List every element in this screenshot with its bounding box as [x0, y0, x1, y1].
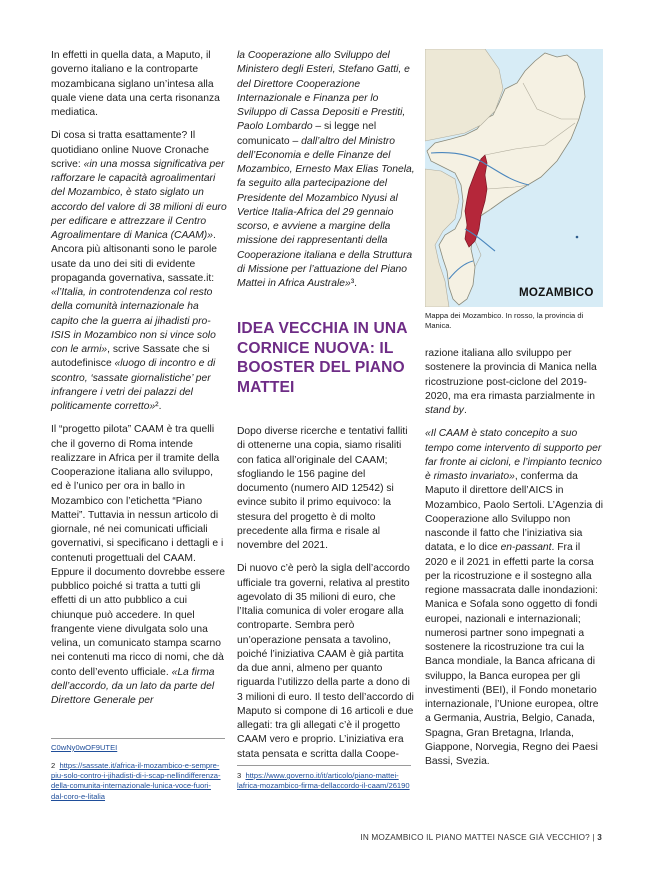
footnote-link-continuation[interactable]: C0wNy0wOF9UTEI [51, 743, 118, 752]
text-run: . Fra il 2020 e il 2021 in effetti parte la corsa per la ricostruzione e il sostegno alla regione massacrata dalle inondazioni: Manica e Sofala sono oggetto di fondi europei, nazionali e internazionali; numerosi partner sono impegnati a sostenere la ricostruzione tra cui la Banca mondiale, la Banca africana di sviluppo, la Banca europea per gli investimenti (BEI), il Fondo monetario internazionale, l’Unione europea, oltre a Germania, Austria, Belgio, Canada, Spagna, Gran Bretagna, Irlanda, Giappone, Norvegia, Regno dei Paesi Bassi, Svezia. [425, 542, 599, 767]
article-column-3 [425, 347, 603, 769]
footnote-divider [237, 765, 411, 766]
footnote-3-link[interactable]: https://www.governo.it/it/articolo/piano-mattei-lafrica-mozambico-firma-dellaccordo-il-caam/26190 [237, 771, 410, 791]
text-run: razione italiana allo sviluppo per sostenere la provincia di Manica nella ricostruzione post-ciclone del 2019-2020, ma era rimasta parzialmente in [425, 348, 597, 402]
text-run: , conferma da Maputo il direttore dell’AICS in Mozambico, Paolo Sertoli. L’Agenzia di Cooperazione allo Sviluppo non nasconde il fatto che l’iniziativa sia datata, e lo dice [425, 471, 604, 554]
footnote-ref: ³. [350, 278, 357, 289]
footer-separator: | [592, 833, 595, 842]
text-run: . [463, 405, 467, 416]
article-column-1 [51, 49, 227, 708]
map-label: MOZAMBICO [519, 286, 594, 299]
footnote-divider [51, 738, 225, 739]
running-title: IN MOZAMBICO IL PIANO MATTEI NASCE GIÀ VECCHIO? [360, 833, 590, 842]
page-number: 3 [597, 833, 602, 842]
footnote-ref: ². [155, 401, 162, 412]
text-run: , scrive Sassate che si autodefinisce [51, 344, 210, 370]
paragraph: Dopo diverse ricerche e tentativi falliti di ottenerne una copia, siamo risaliti con fatica all’originale del CAAM; sfogliando le 156 pagine del documento (numero AID 12542) si evince subito il primo equivoco: la stesura del progetto è di molto precedente alla firma e risale al novembre del 2021. [237, 426, 408, 551]
footnote-3 [237, 771, 413, 791]
footnote-2-link[interactable]: https://sassate.it/africa-il-mozambico-e-sempre-piu-solo-contro-i-jihadisti-di-i-scap-nellindifferenza-della-comunita-internazionale-lunica-voce-fuori-dal-coro-e-litalia [51, 761, 221, 801]
paragraph: Di nuovo c’è però la sigla dell’accordo ufficiale tra governi, relativa al prestito agevolato di 35 milioni di euro, che l’Italia comunica di voler erogare alla controparte. Sembra però un’operazione pensata a tavolino, poiché l’iniziativa CAAM è già partita da due anni, almeno per quanto riguarda l’utilizzo della parte a dono di 3 milioni di euro. Il testo dell’accordo di Maputo si compone di 16 articoli e due allegati: tra gli allegati c’è il progetto CAAM vero e proprio. L’iniziativa era stata pensata e scritta dalla Coope- [237, 563, 414, 760]
quote: dall’altro del Ministro dell’Economia e delle Finanze del Mozambico, Ernesto Max Elias Tonela, fa seguito alla partecipazione del Presidente del Mozambico Nyusi al Vertice Italia-Africa del 29 gennaio scorso, e avviene a margine della missione dei rappresentanti della Cooperazione italiana e della Struttura di Missione per l’attuazione del Piano Mattei in Africa Australe» [237, 135, 415, 289]
paragraph [425, 427, 603, 769]
article-column-2 [237, 49, 415, 291]
paragraph [51, 129, 227, 414]
footnote-number: 2 [51, 761, 56, 770]
quote: «l’Italia, in controtendenza col resto della comunità internazionale ha capito che la guerra ai jihadisti pro-ISIS in Mozambico non si vince solo con le armi» [51, 287, 216, 355]
footnote-2 [51, 761, 221, 802]
emphasis: stand by [425, 405, 464, 416]
map-caption: Mappa dei Mozambico. In rosso, la provincia di Manica. [425, 311, 584, 330]
article-column-2-lower [237, 425, 415, 762]
footnote-number: 3 [237, 771, 242, 780]
quote: «Il CAAM è stato concepito a suo tempo come intervento di supporto per far fronte ai cicloni, e l’impianto tecnico è rimasto invariato» [425, 428, 602, 482]
quote: «luogo di incontro e di scontro, ‘sassate giornalistiche’ per infrangere i vetri dei palazzi del politicamente corretto» [51, 358, 216, 412]
section-heading: IDEA VECCHIA IN UNA CORNICE NUOVA: IL BOOSTER DEL PIANO MATTEI [237, 320, 407, 396]
quote: «La firma dell’accordo, da un lato da parte del Direttore Generale per [51, 666, 215, 706]
map-graphic [425, 49, 603, 307]
mozambique-map [425, 49, 603, 307]
paragraph [237, 49, 415, 291]
quote: «in una mossa significativa per rafforzare le capacità agroalimentari del Mozambico, è stato siglato un accordo del valore di 38 milioni di euro per edificare e attrezzare il Centro Agroalimentare di Manica (CAAM)» [51, 158, 227, 241]
paragraph [425, 347, 603, 418]
text-run: – si legge nel comunicato – [237, 121, 377, 147]
emphasis: en-passant [500, 542, 552, 554]
text-run: Il “progetto pilota” CAAM è tra quelli che il governo di Roma intende realizzare in Africa per il tramite della Cooperazione italiana allo sviluppo, ed è l’unico per ora in ballo in Mozambico con l’etichetta “Piano Mattei”. Tuttavia in nessun articolo di giornale, né nei comunicati ufficiali governativi, si specificano i dettagli e i contenuti progettuali del CAAM. Eppure il documento dovrebbe essere pubblico poiché si tratta a tutti gli effetti di un atto pubblico a cui chiunque può accedere. In quel frangente viene divulgata solo una velina, un comunicato stampa scarno nei contenuti ma ricco di nomi, che dà conto dell’evento ufficiale. [51, 424, 226, 678]
quote: la Cooperazione allo Sviluppo del Ministero degli Esteri, Stefano Gatti, e del Direttore Cooperazione Internazionale e Finanza per lo Sviluppo di Cassa Depositi e Prestiti, Paolo Lombardo [237, 50, 410, 133]
text-run: . Ancora più altisonanti sono le parole usate da uno dei siti di evidente propaganda governativa, sassate.it: [51, 230, 218, 284]
text-run: Di cosa si tratta esattamente? Il quotidiano online Nuove Cronache scrive: [51, 130, 209, 170]
paragraph [51, 423, 227, 708]
page-footer [360, 833, 602, 842]
paragraph: In effetti in quella data, a Maputo, il governo italiano e la controparte mozambicana siglano un’intesa alla quale viene data una certa risonanza mediatica. [51, 50, 220, 118]
